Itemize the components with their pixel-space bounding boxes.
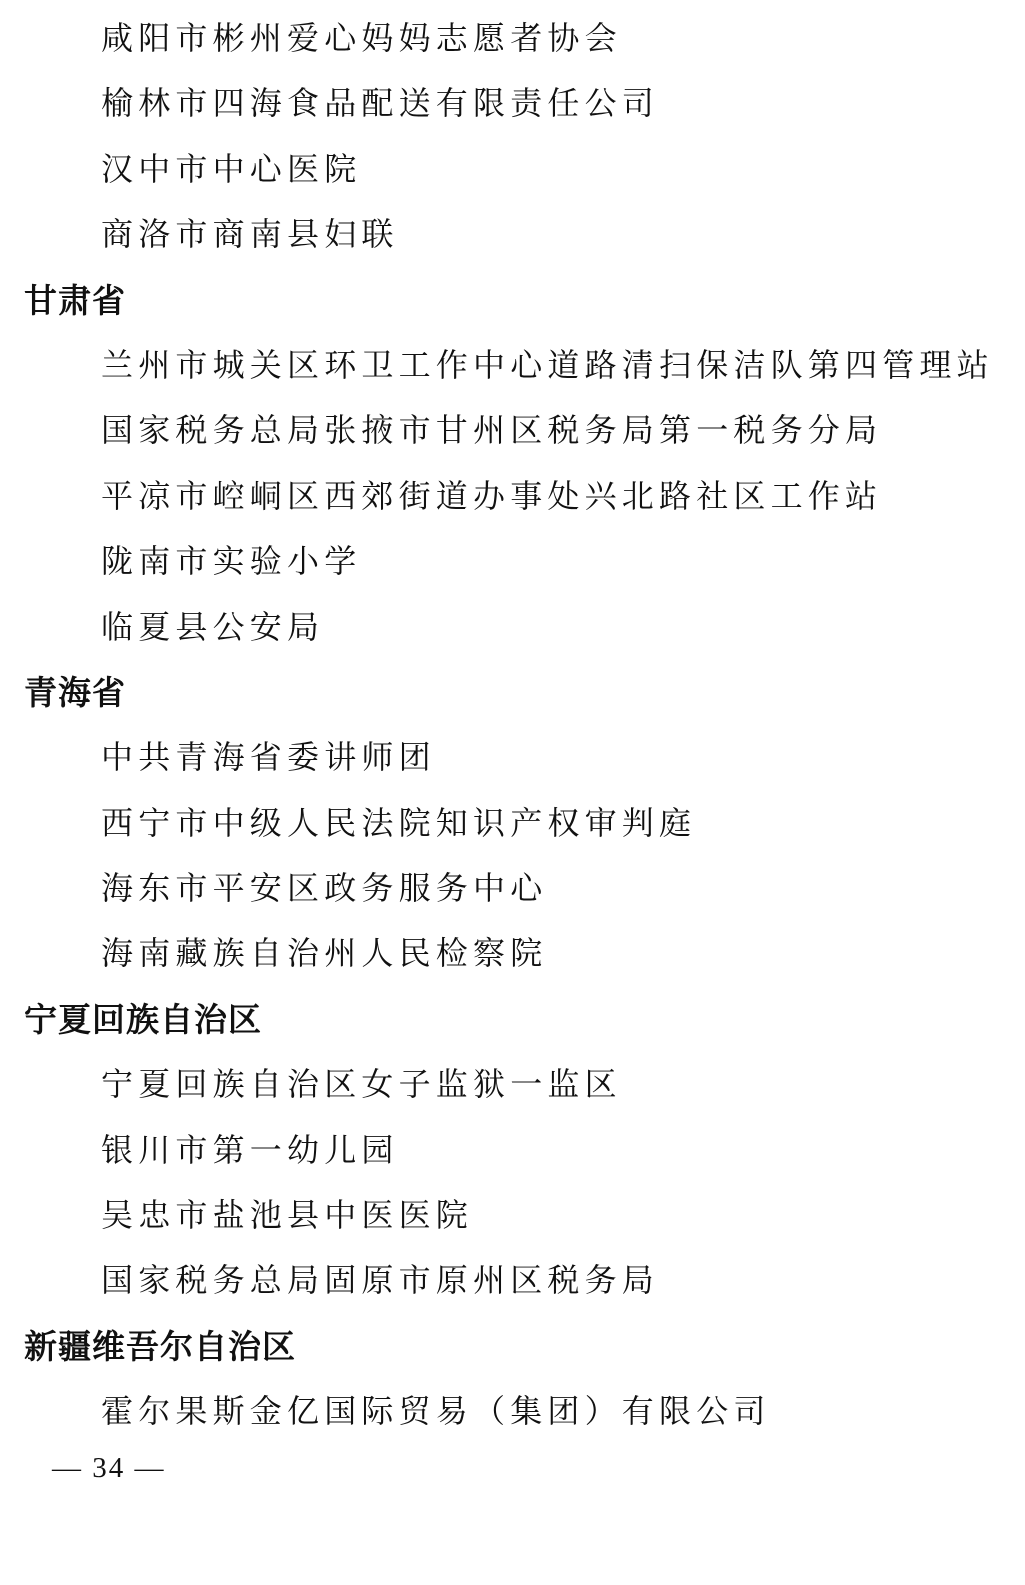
org-item: 国家税务总局固原市原州区税务局 [101, 1261, 660, 1300]
org-item: 兰州市城关区环卫工作中心道路清扫保洁队第四管理站 [101, 345, 994, 384]
page-number: — 34 — [52, 1452, 166, 1484]
org-item: 陇南市实验小学 [101, 542, 362, 581]
region-heading-qinghai: 青海省 [24, 672, 126, 712]
org-item: 商洛市商南县妇联 [101, 215, 399, 254]
region-heading-gansu: 甘肃省 [24, 280, 126, 320]
org-item: 西宁市中级人民法院知识产权审判庭 [101, 803, 697, 842]
org-item: 汉中市中心医院 [101, 149, 362, 188]
org-item: 咸阳市彬州爱心妈妈志愿者协会 [101, 19, 622, 57]
org-item: 吴忠市盐池县中医医院 [101, 1196, 474, 1235]
org-item: 国家税务总局张掖市甘州区税务局第一税务分局 [101, 411, 883, 450]
org-item: 临夏县公安局 [101, 607, 325, 646]
region-heading-xinjiang: 新疆维吾尔自治区 [24, 1326, 296, 1366]
org-item: 榆林市四海食品配送有限责任公司 [101, 84, 660, 123]
document-page [0, 6, 1025, 1445]
region-heading-ningxia: 宁夏回族自治区 [24, 999, 262, 1039]
org-item: 银川市第一幼儿园 [101, 1130, 399, 1169]
org-item: 中共青海省委讲师团 [101, 738, 436, 777]
org-item: 平凉市崆峒区西郊街道办事处兴北路社区工作站 [101, 476, 883, 515]
org-item: 海南藏族自治州人民检察院 [101, 934, 548, 973]
org-item: 霍尔果斯金亿国际贸易（集团）有限公司 [101, 1392, 771, 1431]
org-item: 海东市平安区政务服务中心 [101, 869, 548, 908]
org-item: 宁夏回族自治区女子监狱一监区 [101, 1065, 622, 1104]
